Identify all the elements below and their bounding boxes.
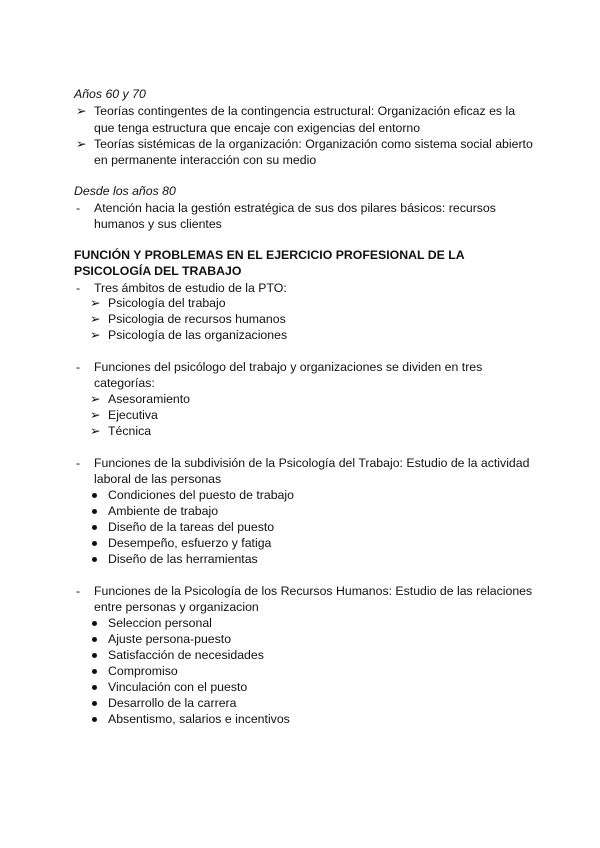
list-item-line: que tenga estructura que encaje con exigencias del entorno (94, 121, 421, 135)
list-item: Seleccion personal (108, 616, 212, 630)
list-item: Psicología del trabajo (108, 296, 226, 310)
dot-bullet-icon (92, 701, 97, 706)
dash-bullet-icon: - (76, 281, 81, 295)
dash-bullet-icon: - (76, 584, 81, 598)
dash-bullet-icon: - (76, 456, 81, 470)
dot-bullet-icon (92, 717, 97, 722)
heading-desde-anos-80: Desde los años 80 (74, 184, 176, 198)
dot-bullet-icon (92, 685, 97, 690)
dot-bullet-icon (92, 669, 97, 674)
list-item: Absentismo, salarios e incentivos (108, 712, 290, 726)
list-item-line: Atención hacia la gestión estratégica de sus dos pilares básicos: recursos (94, 201, 496, 215)
list-item: Asesoramiento (108, 392, 191, 406)
arrow-bullet-icon: ➢ (90, 328, 101, 342)
group-intro: Funciones de la Psicología de los Recursos Humanos: Estudio de las relaciones (94, 584, 533, 598)
list-item: Diseño de las herramientas (108, 552, 258, 566)
section-title: FUNCIÓN Y PROBLEMAS EN EL EJERCICIO PROFESIONAL DE LA (74, 248, 465, 262)
list-item: Ambiente de trabajo (108, 504, 219, 518)
list-item: Ejecutiva (108, 408, 158, 422)
group-intro: Funciones de la subdivisión de la Psicología del Trabajo: Estudio de la actividad (94, 456, 530, 470)
heading-anos-60-70: Años 60 y 70 (74, 87, 146, 101)
list-item: Técnica (108, 424, 152, 438)
dot-bullet-icon (92, 621, 97, 626)
list-item: Desempeño, esfuerzo y fatiga (108, 536, 272, 550)
group-intro: categorías: (94, 376, 155, 390)
arrow-bullet-icon: ➢ (90, 312, 101, 326)
dot-bullet-icon (92, 493, 97, 498)
list-item: Psicología de las organizaciones (108, 328, 288, 342)
arrow-bullet-icon: ➢ (76, 137, 87, 151)
group-intro: Tres ámbitos de estudio de la PTO: (94, 281, 287, 295)
list-item: Condiciones del puesto de trabajo (108, 488, 294, 502)
list-item-line: Teorías contingentes de la contingencia estructural: Organización eficaz es la (94, 104, 516, 118)
dot-bullet-icon (92, 557, 97, 562)
group-intro: Funciones del psicólogo del trabajo y organizaciones se dividen en tres (94, 360, 483, 374)
group-intro: laboral de las personas (94, 472, 222, 486)
dot-bullet-icon (92, 637, 97, 642)
dash-bullet-icon: - (76, 201, 81, 215)
arrow-bullet-icon: ➢ (90, 296, 101, 310)
list-item: Compromiso (108, 664, 178, 678)
list-item: Satisfacción de necesidades (108, 648, 264, 662)
arrow-bullet-icon: ➢ (90, 424, 101, 438)
arrow-bullet-icon: ➢ (90, 392, 101, 406)
dash-bullet-icon: - (76, 360, 81, 374)
list-item: Psicologia de recursos humanos (108, 312, 286, 326)
list-item: Diseño de la tareas del puesto (108, 520, 275, 534)
arrow-bullet-icon: ➢ (76, 104, 87, 118)
dot-bullet-icon (92, 525, 97, 530)
list-item-line: en permanente interacción con su medio (94, 153, 317, 167)
list-item: Desarrollo de la carrera (108, 696, 237, 710)
dot-bullet-icon (92, 653, 97, 658)
arrow-bullet-icon: ➢ (90, 408, 101, 422)
list-item-line: Teorías sistémicas de la organización: Organización como sistema social abierto (94, 137, 533, 151)
section-title: PSICOLOGÍA DEL TRABAJO (74, 264, 242, 278)
group-intro: entre personas y organizacion (94, 600, 259, 614)
list-item-line: humanos y sus clientes (94, 217, 222, 231)
dot-bullet-icon (92, 541, 97, 546)
list-item: Ajuste persona-puesto (108, 632, 232, 646)
dot-bullet-icon (92, 509, 97, 514)
list-item: Vinculación con el puesto (108, 680, 248, 694)
